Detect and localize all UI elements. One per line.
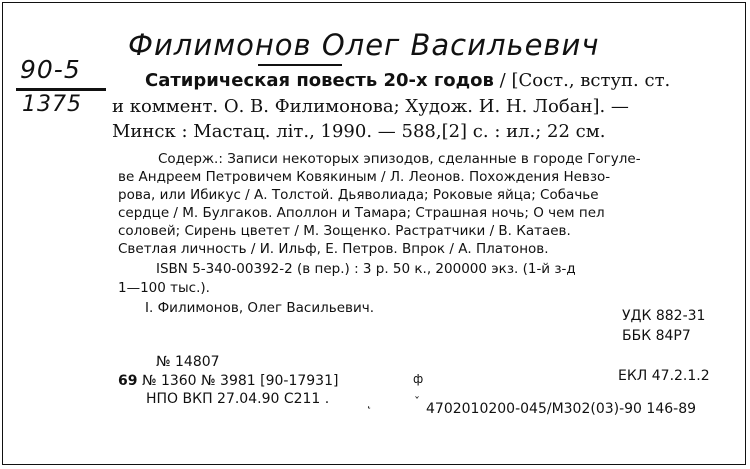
imprint-line: Минск : Мастац. літ., 1990. — 588,[2] с. : ил.; 22 см. [112, 121, 606, 142]
title-responsibility: / [Сост., вступ. ст. [493, 70, 671, 91]
contents-line: ве Андреем Петровичем Ковякиным / Л. Леонов. Похождения Невзо- [118, 169, 611, 185]
added-entry: I. Филимонов, Олег Васильевич. [145, 300, 374, 316]
pen-mark: ˛ [366, 395, 372, 409]
call-number-top: 90-5 [20, 55, 81, 84]
order-number: № 14807 [156, 354, 220, 370]
contents-line: Содерж.: Записи некоторых эпизодов, сделанные в городе Гогуле- [158, 151, 641, 167]
isbn-line-continued: 1—100 тыс.). [118, 280, 210, 296]
pen-mark: ˇ [414, 395, 420, 409]
title-line [145, 70, 670, 91]
call-number-bottom: 1375 [22, 92, 82, 117]
responsibility-line: и коммент. О. В. Филимонова; Худож. И. Н. Лобан]. — [112, 96, 629, 117]
udk-code: УДК 882-31 [622, 308, 706, 324]
pen-mark: ф [413, 372, 424, 386]
book-title: Сатирическая повесть 20-х годов [145, 70, 494, 91]
handwritten-author: Филимонов Олег Васильевич [128, 28, 600, 62]
call-number-divider [16, 88, 106, 91]
prefix-number: 69 [118, 373, 138, 389]
registration-line [118, 373, 338, 389]
registration-numbers: № 1360 № 3981 [90-17931] [141, 373, 339, 389]
npo-line: НПО ВКП 27.04.90 С211 . [146, 391, 330, 407]
contents-line: соловей; Сирень цветет / М. Зощенко. Растратчики / В. Катаев. [118, 223, 571, 239]
bbk-code: ББК 84Р7 [622, 328, 691, 344]
publisher-code: 4702010200-045/М302(03)-90 146-89 [426, 401, 697, 417]
isbn-line: ISBN 5-340-00392-2 (в пер.) : 3 р. 50 к., 200000 экз. (1-й з-д [156, 261, 576, 277]
contents-line: рова, или Ибикус / А. Толстой. Дьяволиада; Роковые яйца; Собачье [118, 187, 599, 203]
ekl-code: ЕКЛ 47.2.1.2 [618, 368, 710, 384]
contents-line: сердце / М. Булгаков. Аполлон и Тамара; Страшная ночь; О чем пел [118, 205, 605, 221]
handwritten-underline [258, 64, 342, 66]
contents-line: Светлая личность / И. Ильф, Е. Петров. Впрок / А. Платонов. [118, 241, 549, 257]
